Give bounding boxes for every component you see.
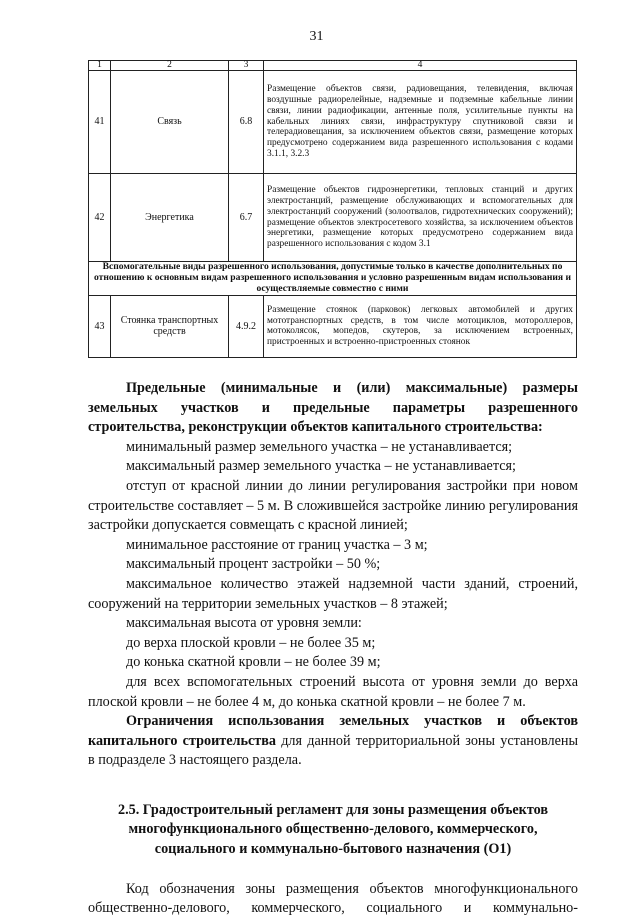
use-name: Энергетика [111,174,229,262]
page-number: 31 [309,29,324,44]
limit-item: максимальная высота от уровня земли: [126,615,362,632]
limit-item: до конька скатной кровли – не более 39 м; [126,654,381,671]
use-description: Размещение объектов гидроэнергетики, тепловых станций и других электростанций, размещение обслуживающих и вспомогательных для электростанций сооружений (золоотвалов, гидротехнических сооружений); размещение объектов электросетевого хозяйства, за исключением объектов энергетики, размещение которых предусмотрено содержанием вида разрешенного использования с кодом 3.1 [264,174,577,262]
zone-code-paragraph: Код обозначения зоны размещения объектов многофункционального общественно-делового, коммерческого, социального и коммунально- [88,880,578,917]
table-row [89,174,577,262]
table-row [89,71,577,174]
restrictions-text: для данной территориальной зоны установлены в подразделе 3 настоящего раздела. [88,732,578,769]
row-number: 41 [89,71,111,174]
table-header-row [89,61,577,71]
limit-item: максимальный процент застройки – 50 %; [126,556,381,573]
table-section-row [89,262,577,296]
limit-item: отступ от красной линии до линии регулирования застройки при новом строительстве составляет – 5 м. В сложившейся застройке линию регулирования застройки допускается совмещать с красной линией; [88,477,578,534]
use-name: Стоянка транспортных средств [111,295,229,357]
section-heading: 2.5. Градостроительный регламент для зоны размещения объектов многофункционального общественно-делового, коммерческого, социального и коммунально-бытового назначения (О1) [117,801,549,858]
row-number: 43 [89,295,111,357]
limit-item: максимальный размер земельного участка – не устанавливается; [126,458,516,475]
use-name: Связь [111,71,229,174]
table-row [89,295,577,357]
restrictions-paragraph [88,712,578,771]
header-cell: 1 [89,61,111,71]
use-code: 4.9.2 [229,295,264,357]
regulation-body [88,379,578,919]
header-cell: 4 [264,61,577,71]
limit-item: для всех вспомогательных строений высота от уровня земли до верха плоской кровли – не более 4 м, до конька скатной кровли – не более 7 м. [88,673,578,710]
limit-item: до верха плоской кровли – не более 35 м; [126,634,376,651]
auxiliary-uses-heading: Вспомогательные виды разрешенного использования, допустимые только в качестве дополнительных по отношению к основным видам разрешенного использования и условно разрешенным видам использования и осуществляемые совместно с ними [89,262,577,296]
row-number: 42 [89,174,111,262]
limit-item: минимальный размер земельного участка – не устанавливается; [126,438,513,455]
header-cell: 2 [111,61,229,71]
limit-item: минимальное расстояние от границ участка – 3 м; [126,536,428,553]
restrictions-bold: Ограничения использования земельных участков и объектов капитального строительства [88,713,578,749]
limit-item: максимальное количество этажей надземной части зданий, строений, сооружений на территории земельных участков – 8 этажей; [88,575,578,612]
limits-heading: Предельные (минимальные и (или) максимальные) размеры земельных участков и предельные параметры разрешенного строительства, реконструкции объектов капитального строительства: [88,380,578,436]
use-code: 6.8 [229,71,264,174]
header-cell: 3 [229,61,264,71]
use-description: Размещение стоянок (парковок) легковых автомобилей и других мототранспортных средств, в том числе мотоциклов, мотороллеров, мотоколясок, мопедов, скутеров, за исключением встроенных, пристроенных и встроенно-пристроенных стоянок [264,295,577,357]
permitted-use-table [88,60,577,358]
use-description: Размещение объектов связи, радиовещания, телевидения, включая воздушные радиорелейные, надземные и подземные кабельные линии связи, линии радиофикации, антенные поля, усилительные пункты на кабельных линиях связи, инфраструктуру спутниковой связи и телерадиовещания, за исключением объектов связи, размещение которых предусмотрено содержанием вида разрешенного использования с кодами 3.1.1, 3.2.3 [264,71,577,174]
use-code: 6.7 [229,174,264,262]
